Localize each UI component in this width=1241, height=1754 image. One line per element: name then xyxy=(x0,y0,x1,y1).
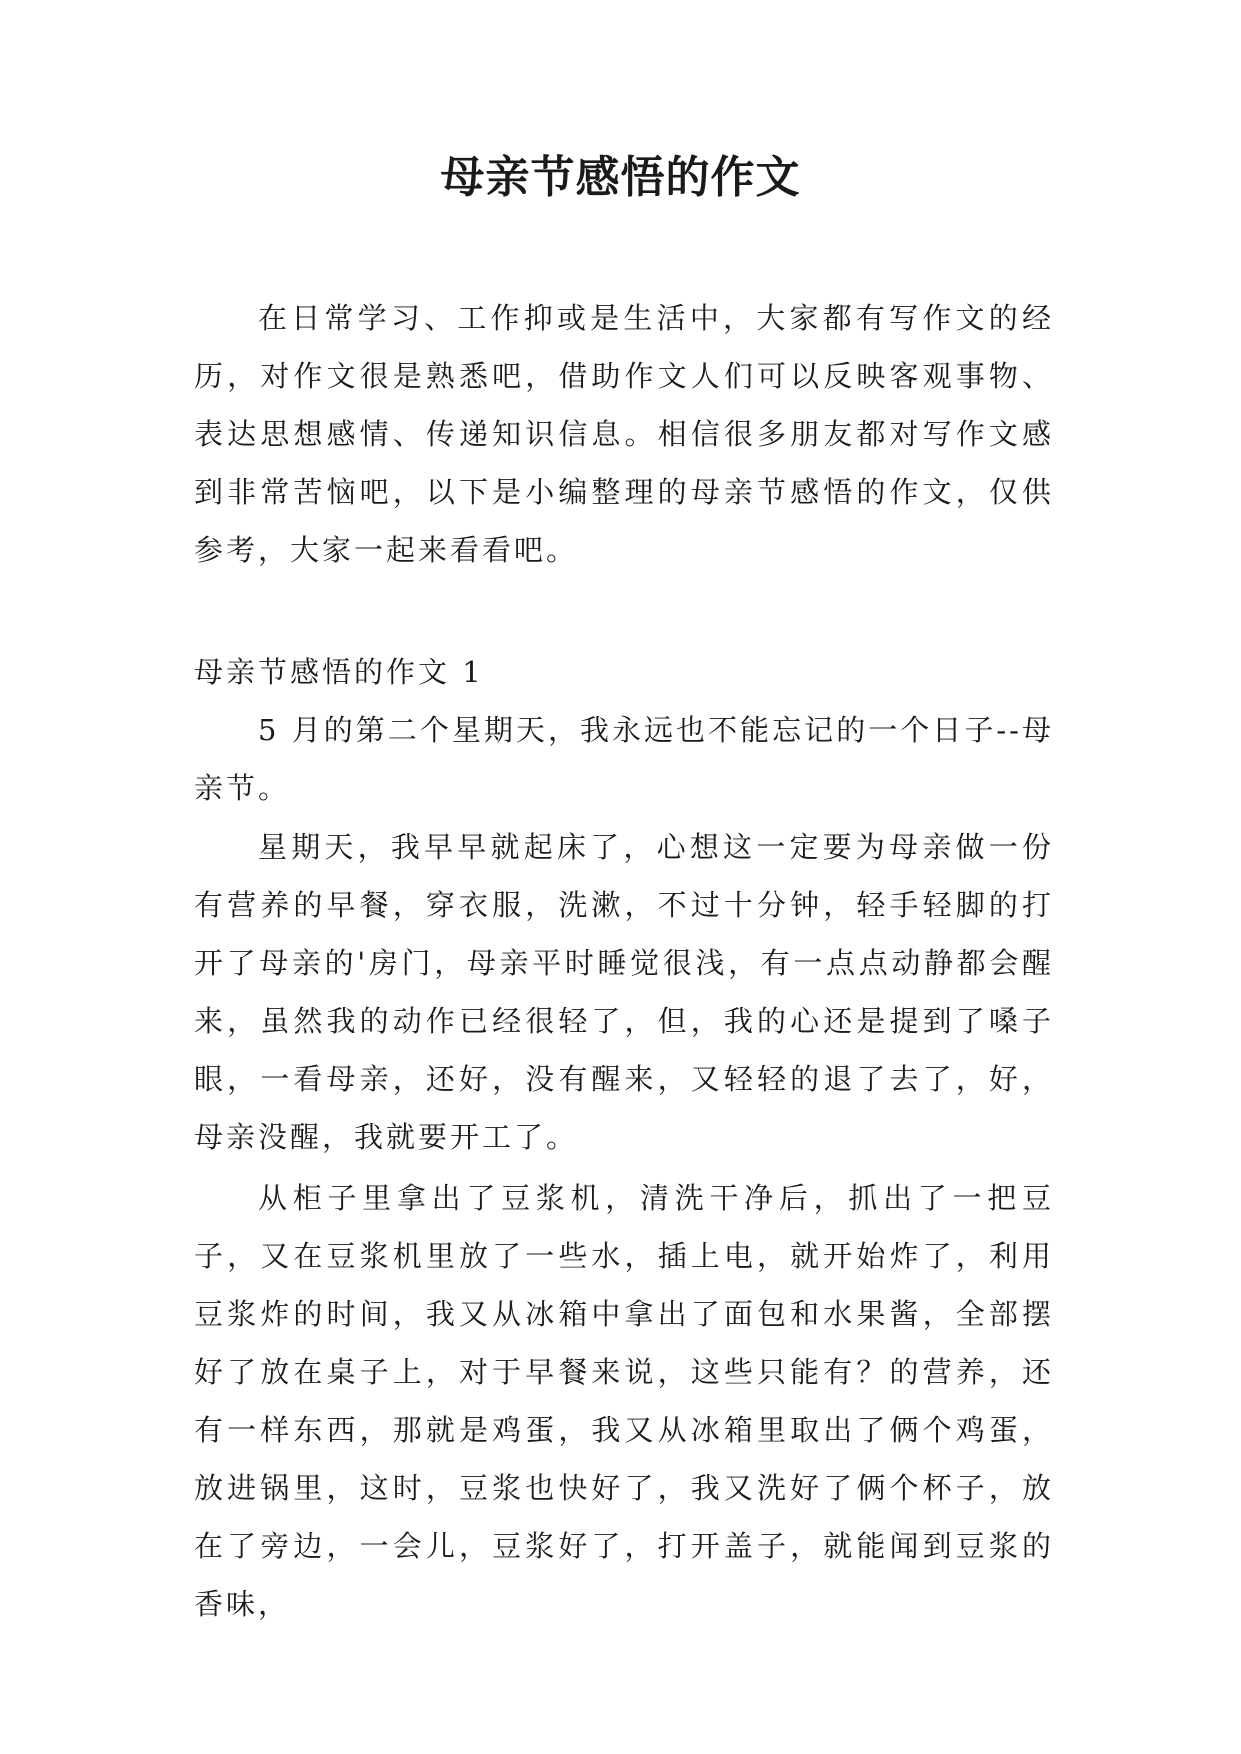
section-heading: 母亲节感悟的作文 1 xyxy=(194,655,484,689)
document-title: 母亲节感悟的作文 xyxy=(440,152,801,203)
intro-paragraph: 在日常学习、工作抑或是生活中，大家都有写作文的经历，对作文很是熟悉吧，借助作文人们可以反映客观事物、表达思想感情、传递知识信息。相信很多朋友都对写作文感到非常苦恼吧，以下是小编整理的母亲节感悟的作文，仅供参考，大家一起来看看吧。 xyxy=(194,301,1054,567)
body-paragraph-1: 5 月的第二个星期天，我永远也不能忘记的一个日子--母亲节。 xyxy=(194,713,1054,805)
body-paragraph-3: 从柜子里拿出了豆浆机，清洗干净后，抓出了一把豆子，又在豆浆机里放了一些水，插上电，就开始炸了，利用豆浆炸的时间，我又从冰箱中拿出了面包和水果酱，全部摆好了放在桌子上，对于早餐来说，这些只能有？的营养，还有一样东西，那就是鸡蛋，我又从冰箱里取出了俩个鸡蛋，放进锅里，这时，豆浆也快好了，我又洗好了俩个杯子，放在了旁边，一会儿，豆浆好了，打开盖子，就能闻到豆浆的香味， xyxy=(194,1181,1054,1621)
body-paragraph-2: 星期天，我早早就起床了，心想这一定要为母亲做一份有营养的早餐，穿衣服，洗漱，不过十分钟，轻手轻脚的打开了母亲的'房门，母亲平时睡觉很浅，有一点点动静都会醒来，虽然我的动作已经很轻了，但，我的心还是提到了嗓子眼，一看母亲，还好，没有醒来，又轻轻的退了去了，好，母亲没醒，我就要开工了。 xyxy=(194,830,1054,1154)
